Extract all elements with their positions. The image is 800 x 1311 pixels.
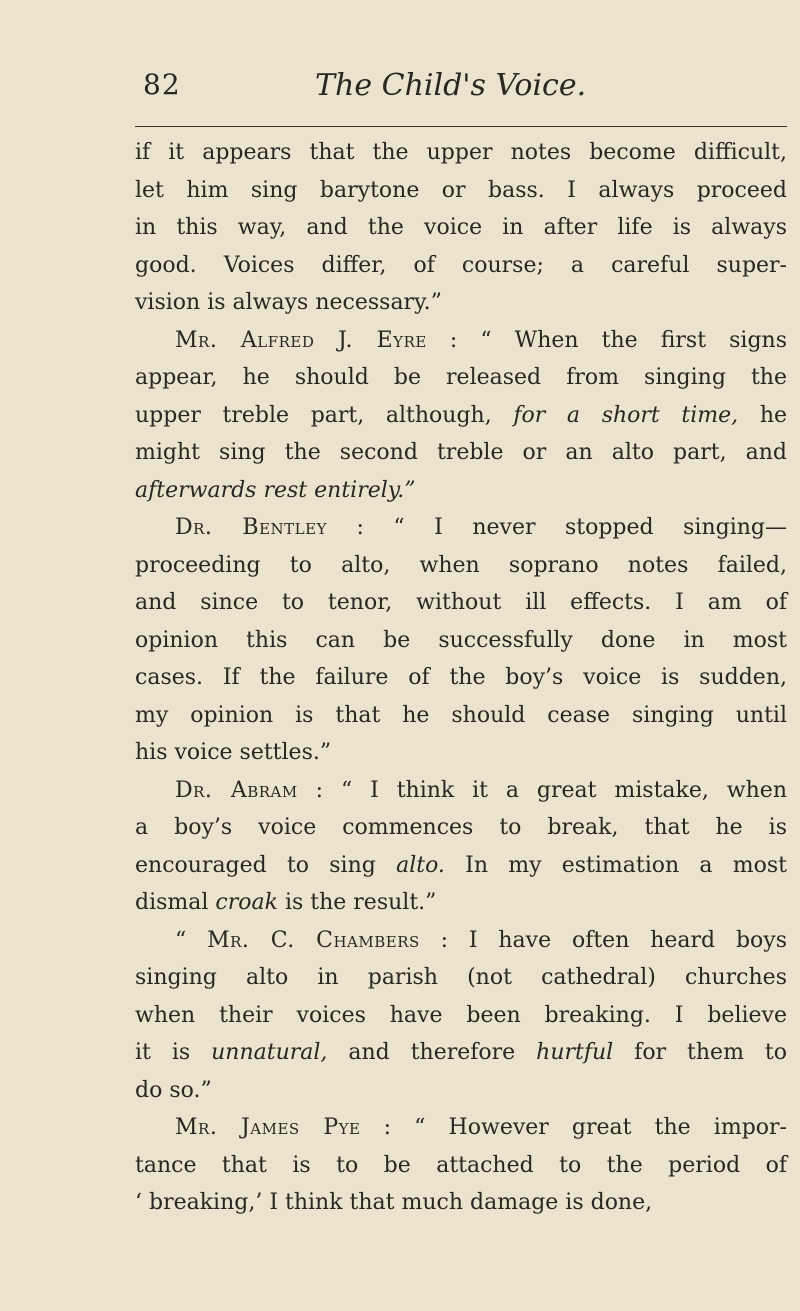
text-line	[135, 1034, 787, 1072]
text-run: “	[175, 927, 208, 953]
speaker-name: Mr. Alfred J. Eyre	[175, 327, 427, 353]
text-run: : I have often heard boys	[419, 927, 787, 953]
text-line	[135, 397, 787, 435]
text-run: : “ I never stopped singing—	[326, 515, 787, 540]
text-line	[135, 847, 787, 885]
text-line	[135, 547, 787, 585]
text-run: do so.”	[135, 1077, 212, 1103]
text-line	[135, 734, 787, 772]
text-line	[135, 884, 787, 922]
text-line	[135, 172, 787, 210]
italic-text: hurtful	[536, 1040, 614, 1065]
text-line	[135, 959, 787, 997]
text-line	[135, 772, 787, 810]
text-line	[135, 209, 787, 247]
text-line	[135, 247, 787, 285]
text-run: my opinion is that he should cease singing until	[135, 702, 787, 728]
text-run: and since to tenor, without ill effects. I am of	[135, 590, 787, 615]
text-run: he	[738, 402, 788, 428]
text-run: proceeding to alto, when soprano notes failed,	[135, 552, 787, 578]
italic-text: croak	[215, 890, 278, 915]
text-line	[135, 472, 787, 510]
text-run: vision is always necessary.”	[135, 290, 442, 315]
text-run: and therefore	[327, 1040, 537, 1065]
page-header	[135, 68, 655, 108]
text-run: tance that is to be attached to the period of	[135, 1152, 787, 1178]
italic-text: alto.	[396, 852, 445, 878]
text-run: for them to	[613, 1040, 787, 1065]
text-line	[135, 359, 787, 397]
text-run: dismal	[135, 890, 216, 915]
speaker-name: Mr. C. Chambers	[207, 927, 420, 953]
speaker-name: Mr. James Pye	[175, 1115, 361, 1140]
text-run: singing alto in parish (not cathedral) churches	[135, 965, 787, 990]
italic-text: unnatural,	[211, 1040, 328, 1065]
text-run: let him sing barytone or bass. I always proceed	[135, 177, 787, 203]
text-line	[135, 809, 787, 847]
text-line	[135, 697, 787, 735]
text-line	[135, 134, 787, 172]
text-run: it is	[135, 1040, 212, 1065]
italic-text: for a short time,	[513, 402, 739, 428]
speaker-name: Dr. Bentley	[175, 515, 327, 540]
text-line	[135, 1147, 787, 1185]
text-run: good. Voices differ, of course; a careful super-	[135, 252, 787, 278]
header-rule	[135, 126, 787, 127]
italic-text: afterwards rest entirely.”	[135, 477, 416, 503]
text-line	[135, 622, 787, 660]
page-number: 82	[143, 68, 181, 101]
text-run: : “ I think it a great mistake, when	[297, 777, 787, 803]
text-line	[135, 509, 787, 547]
text-line	[135, 659, 787, 697]
text-line	[135, 1072, 787, 1110]
text-run: opinion this can be successfully done in most	[135, 627, 787, 653]
text-run: : “ However great the impor-	[360, 1115, 787, 1140]
text-run: when their voices have been breaking. I believe	[135, 1002, 787, 1028]
text-line	[135, 997, 787, 1035]
text-run: his voice settles.”	[135, 740, 332, 765]
running-title: The Child's Voice.	[315, 68, 587, 103]
speaker-name: Dr. Abram	[175, 777, 298, 803]
text-run: might sing the second treble or an alto part, and	[135, 440, 787, 465]
text-line	[135, 1109, 787, 1147]
text-line	[135, 434, 787, 472]
text-run: in this way, and the voice in after life is always	[135, 215, 787, 240]
text-run: encouraged to sing	[135, 852, 397, 878]
body-text	[135, 134, 787, 1222]
text-run: is the result.”	[277, 890, 437, 915]
text-line	[135, 322, 787, 360]
text-run: ‘ breaking,’ I think that much damage is done,	[135, 1190, 653, 1215]
text-run: upper treble part, although,	[135, 402, 514, 428]
text-line	[135, 584, 787, 622]
text-run: In my estimation a most	[444, 852, 787, 878]
text-run: : “ When the first signs	[426, 327, 787, 353]
text-run: appear, he should be released from singing the	[135, 365, 787, 390]
text-line	[135, 1184, 787, 1222]
text-line	[135, 922, 787, 960]
text-run: if it appears that the upper notes become difficult,	[135, 140, 787, 165]
text-line	[135, 284, 787, 322]
text-run: a boy’s voice commences to break, that he is	[135, 815, 787, 840]
text-run: cases. If the failure of the boy’s voice is sudden,	[135, 665, 787, 690]
